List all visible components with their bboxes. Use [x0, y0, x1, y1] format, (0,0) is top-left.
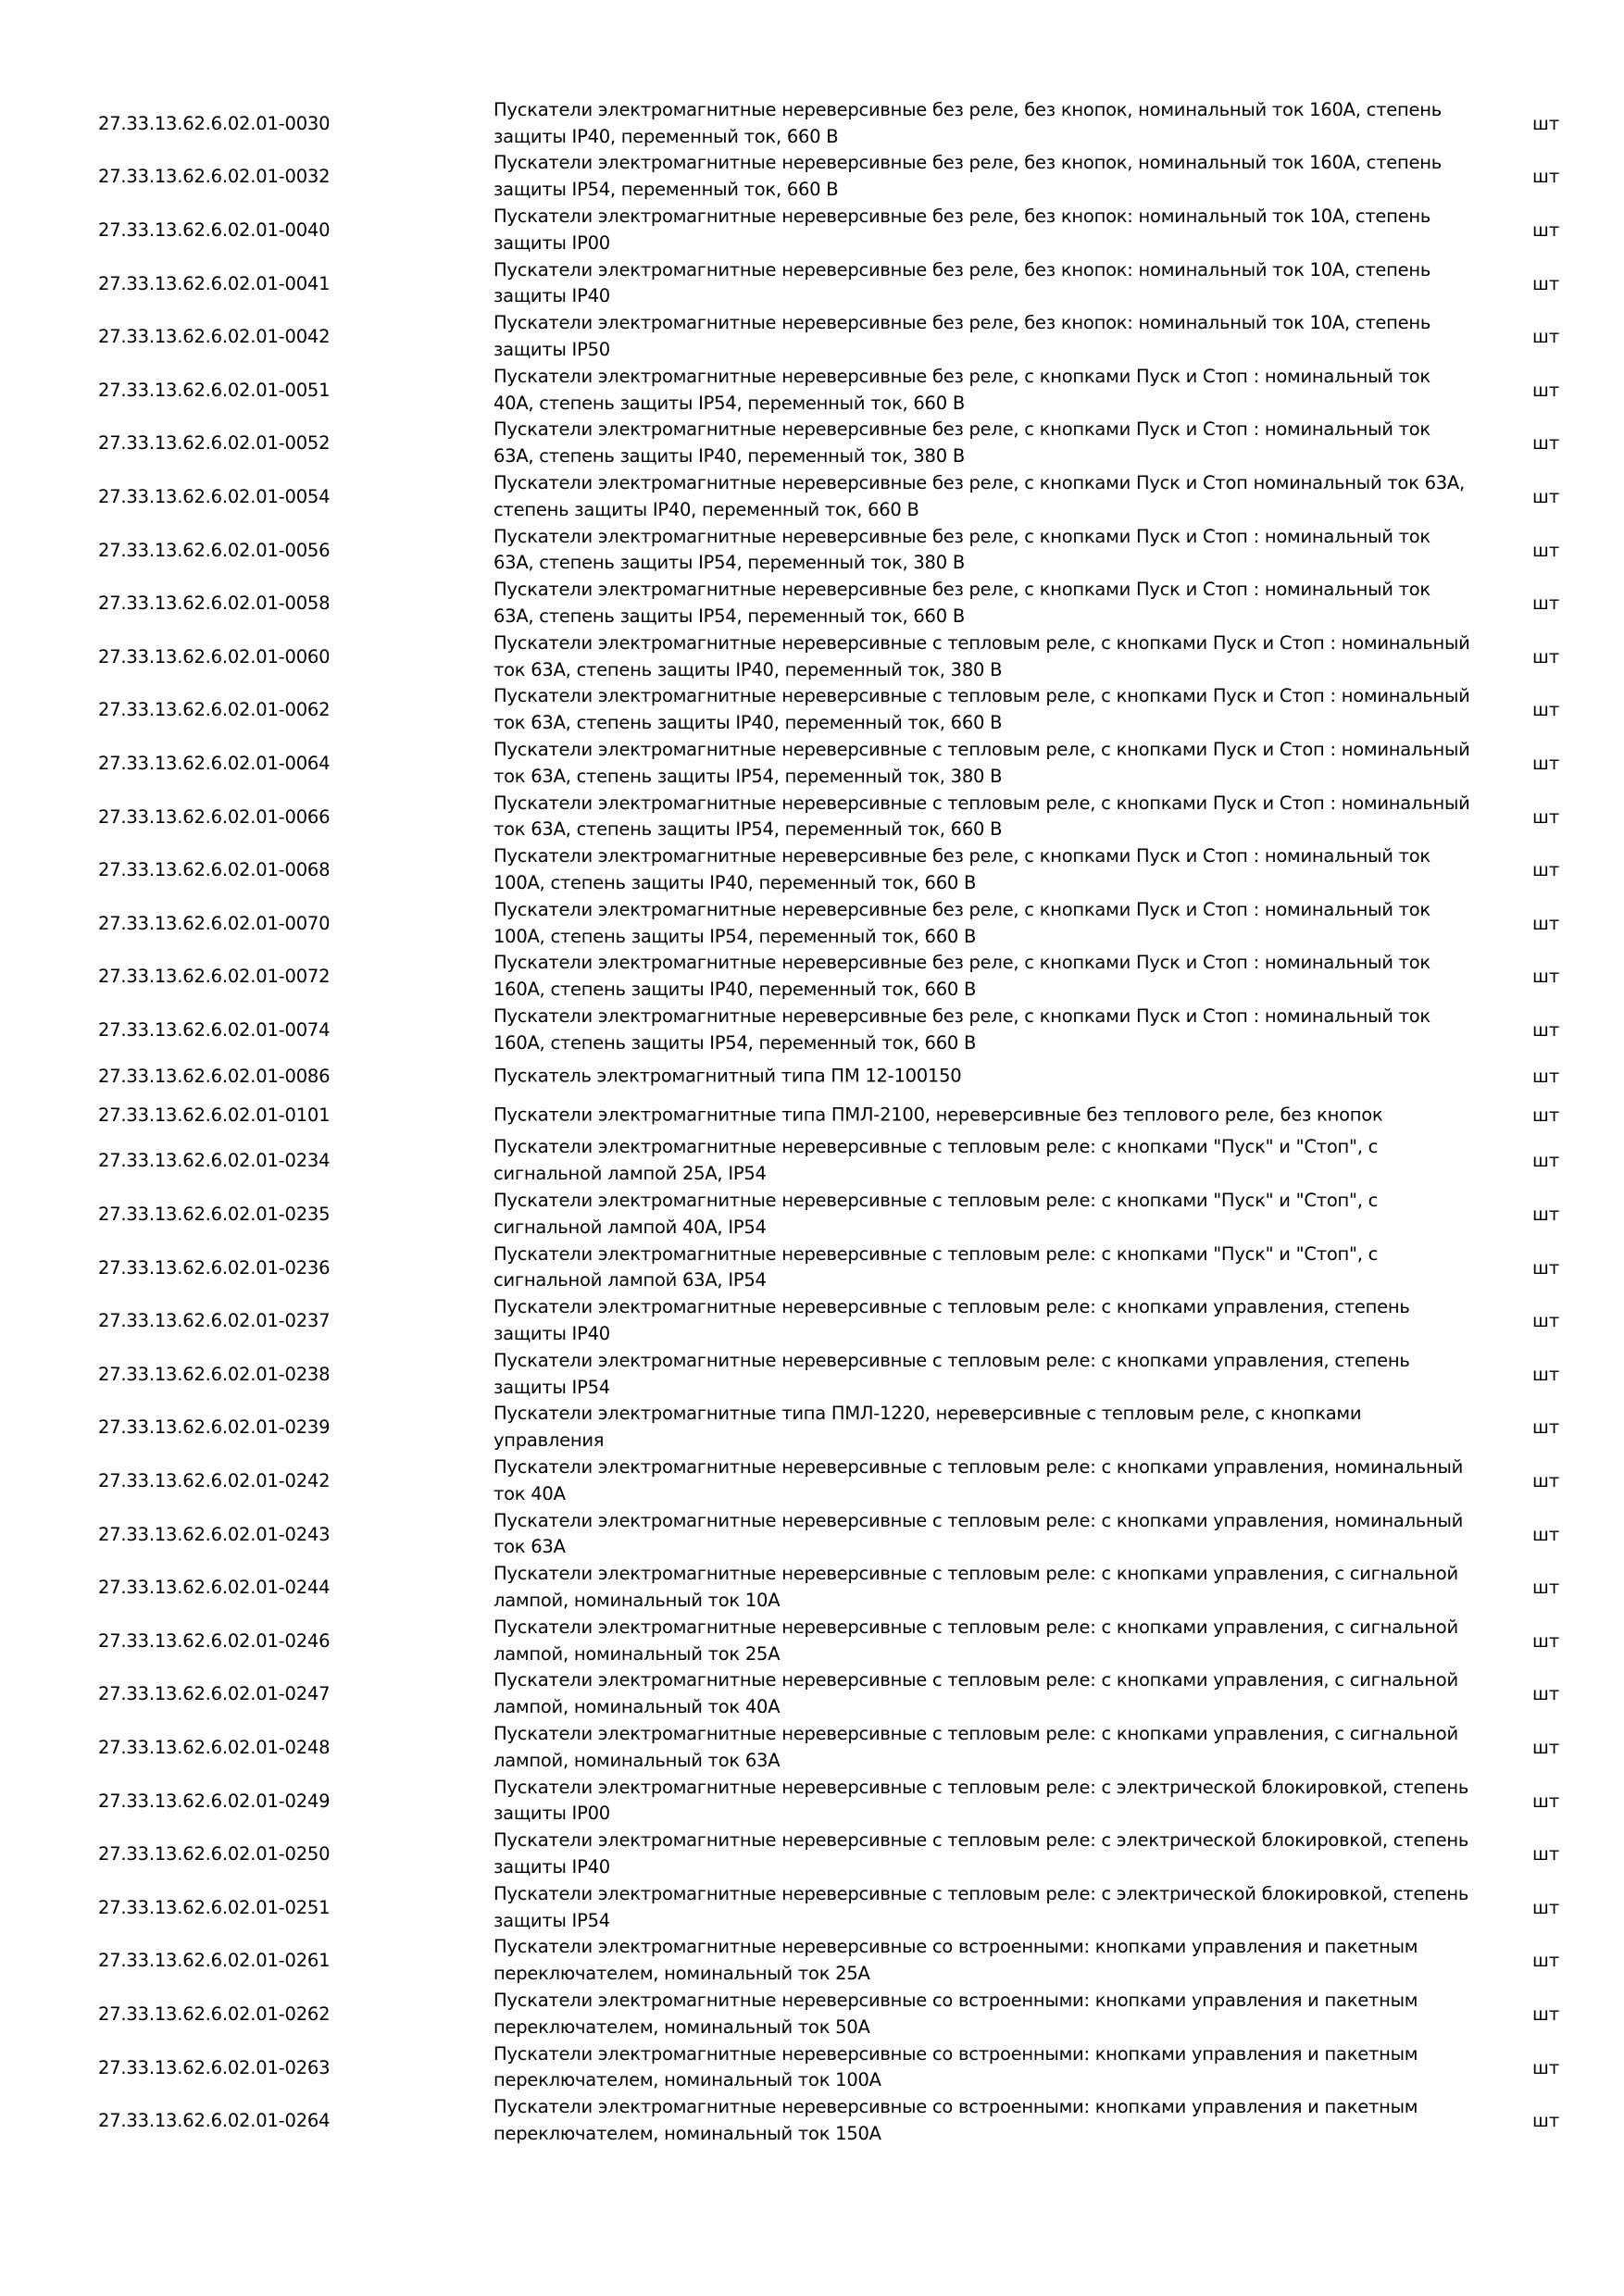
table-row	[0, 470, 1624, 524]
item-code: 27.33.13.62.6.02.01-0249	[98, 1790, 331, 1812]
item-unit: шт	[1532, 432, 1560, 455]
item-code: 27.33.13.62.6.02.01-0243	[98, 1523, 331, 1545]
item-description: Пускатели электромагнитные нереверсивные с тепловым реле: с кнопками управления, с сигнальной лампой, номинальный ток 63А	[493, 1723, 1458, 1772]
item-unit: шт	[1532, 1790, 1560, 1812]
item-unit: шт	[1532, 1523, 1560, 1545]
item-unit: шт	[1532, 645, 1560, 668]
table-row	[0, 1242, 1624, 1295]
item-description: Пускатели электромагнитные нереверсивные с тепловым реле: с кнопками управления, степень защиты IP54	[493, 1350, 1410, 1398]
item-description: Пускатели электромагнитные нереверсивные с тепловым реле: с кнопками управления, степень защиты IP40	[493, 1296, 1410, 1345]
table-row	[0, 1135, 1624, 1189]
table-row	[0, 951, 1624, 1004]
item-description: Пускатели электромагнитные нереверсивные с тепловым реле: с кнопками "Пуск" и "Стоп", с сигнальной лампой 25А, IP54	[493, 1136, 1379, 1185]
price-list-table	[0, 97, 1624, 2148]
table-row	[0, 1348, 1624, 1402]
item-code: 27.33.13.62.6.02.01-0051	[98, 379, 331, 401]
table-row	[0, 1935, 1624, 1989]
table-row	[0, 257, 1624, 311]
item-code: 27.33.13.62.6.02.01-0242	[98, 1470, 331, 1492]
item-description: Пускатели электромагнитные нереверсивные со встроенными: кнопками управления и пакетным переключателем, номинальный ток 100А	[493, 2042, 1418, 2091]
item-description: Пускатели электромагнитные нереверсивные с тепловым реле: с кнопками управления, номинальный ток 40А	[493, 1456, 1464, 1505]
item-description: Пускатели электромагнитные нереверсивные без реле, с кнопками Пуск и Стоп : номинальный ток 160А, степень защиты IP54, переменный ток, 660 В	[493, 1005, 1430, 1054]
item-description: Пускатели электромагнитные нереверсивные без реле, с кнопками Пуск и Стоп : номинальный ток 100А, степень защиты IP40, переменный ток, 660 В	[493, 845, 1430, 894]
item-code: 27.33.13.62.6.02.01-0244	[98, 1577, 331, 1599]
table-row	[0, 97, 1624, 151]
table-row	[0, 1057, 1624, 1096]
item-unit: шт	[1532, 699, 1560, 721]
item-code: 27.33.13.62.6.02.01-0042	[98, 326, 331, 348]
table-row	[0, 1508, 1624, 1562]
item-unit: шт	[1532, 379, 1560, 401]
item-description: Пускатели электромагнитные нереверсивные без реле, с кнопками Пуск и Стоп номинальный ток 63А, степень защиты IP40, переменный ток, 660 В	[493, 472, 1465, 520]
table-row	[0, 364, 1624, 418]
item-unit: шт	[1532, 485, 1560, 507]
item-description: Пускатели электромагнитные нереверсивные с тепловым реле: с кнопками управления, с сигнальной лампой, номинальный ток 10А	[493, 1563, 1458, 1612]
item-description: Пускатели электромагнитные нереверсивные без реле, без кнопок, номинальный ток 160А, степень защиты IP40, переменный ток, 660 В	[493, 99, 1442, 147]
item-code: 27.33.13.62.6.02.01-0068	[98, 859, 331, 881]
item-code: 27.33.13.62.6.02.01-0056	[98, 539, 331, 561]
item-description: Пускатели электромагнитные нереверсивные с тепловым реле, с кнопками Пуск и Стоп : номинальный ток 63А, степень защиты IP54, переменный ток, 660 В	[493, 792, 1470, 841]
table-row	[0, 1004, 1624, 1057]
item-unit: шт	[1532, 218, 1560, 241]
item-code: 27.33.13.62.6.02.01-0060	[98, 645, 331, 668]
item-unit: шт	[1532, 593, 1560, 615]
table-row	[0, 1721, 1624, 1775]
item-code: 27.33.13.62.6.02.01-0066	[98, 805, 331, 828]
table-row	[0, 310, 1624, 364]
item-description: Пускатели электромагнитные типа ПМЛ-2100, нереверсивные без теплового реле, без кнопок	[493, 1104, 1383, 1126]
item-description: Пускатели электромагнитные нереверсивные со встроенными: кнопками управления и пакетным переключателем, номинальный ток 50А	[493, 1990, 1418, 2038]
item-description: Пускатели электромагнитные нереверсивные с тепловым реле: с кнопками управления, с сигнальной лампой, номинальный ток 40А	[493, 1669, 1458, 1718]
table-row	[0, 1615, 1624, 1668]
table-row	[0, 2094, 1624, 2148]
item-code: 27.33.13.62.6.02.01-0052	[98, 432, 331, 455]
item-description: Пускатели электромагнитные типа ПМЛ-1220, нереверсивные с тепловым реле, с кнопками управления	[493, 1403, 1362, 1452]
item-code: 27.33.13.62.6.02.01-0070	[98, 912, 331, 934]
item-code: 27.33.13.62.6.02.01-0086	[98, 1065, 331, 1087]
item-code: 27.33.13.62.6.02.01-0264	[98, 2110, 331, 2132]
item-code: 27.33.13.62.6.02.01-0238	[98, 1363, 331, 1385]
item-unit: шт	[1532, 859, 1560, 881]
item-code: 27.33.13.62.6.02.01-0074	[98, 1018, 331, 1041]
item-unit: шт	[1532, 326, 1560, 348]
item-unit: шт	[1532, 1204, 1560, 1226]
table-row	[0, 418, 1624, 471]
table-row	[0, 1561, 1624, 1615]
item-unit: шт	[1532, 1950, 1560, 1972]
item-description: Пускатели электромагнитные нереверсивные с тепловым реле: с электрической блокировкой, степень защиты IP00	[493, 1776, 1469, 1825]
table-row	[0, 1988, 1624, 2041]
item-code: 27.33.13.62.6.02.01-0064	[98, 752, 331, 774]
item-code: 27.33.13.62.6.02.01-0072	[98, 966, 331, 988]
item-code: 27.33.13.62.6.02.01-0246	[98, 1629, 331, 1652]
item-description: Пускатели электромагнитные нереверсивные со встроенными: кнопками управления и пакетным переключателем, номинальный ток 25А	[493, 1936, 1418, 1985]
item-code: 27.33.13.62.6.02.01-0062	[98, 699, 331, 721]
item-code: 27.33.13.62.6.02.01-0263	[98, 2056, 331, 2078]
item-code: 27.33.13.62.6.02.01-0262	[98, 2003, 331, 2025]
item-description: Пускатели электромагнитные нереверсивные с тепловым реле, с кнопками Пуск и Стоп : номинальный ток 63А, степень защиты IP54, переменный ток, 380 В	[493, 739, 1470, 787]
item-description: Пускатели электромагнитные нереверсивные с тепловым реле: с кнопками "Пуск" и "Стоп", с сигнальной лампой 40А, IP54	[493, 1190, 1379, 1239]
item-unit: шт	[1532, 1018, 1560, 1041]
item-code: 27.33.13.62.6.02.01-0040	[98, 218, 331, 241]
table-row	[0, 630, 1624, 684]
item-code: 27.33.13.62.6.02.01-0248	[98, 1737, 331, 1759]
item-description: Пускатель электромагнитный типа ПМ 12-100150	[493, 1065, 962, 1087]
item-code: 27.33.13.62.6.02.01-0261	[98, 1950, 331, 1972]
item-description: Пускатели электромагнитные нереверсивные с тепловым реле: с электрической блокировкой, степень защиты IP54	[493, 1883, 1469, 1931]
item-code: 27.33.13.62.6.02.01-0236	[98, 1256, 331, 1279]
item-unit: шт	[1532, 1150, 1560, 1172]
item-code: 27.33.13.62.6.02.01-0234	[98, 1150, 331, 1172]
item-code: 27.33.13.62.6.02.01-0235	[98, 1204, 331, 1226]
item-description: Пускатели электромагнитные нереверсивные с тепловым реле, с кнопками Пуск и Стоп : номинальный ток 63А, степень защиты IP40, переменный ток, 660 В	[493, 685, 1470, 734]
item-unit: шт	[1532, 1577, 1560, 1599]
item-description: Пускатели электромагнитные нереверсивные с тепловым реле: с кнопками управления, с сигнальной лампой, номинальный ток 25А	[493, 1616, 1458, 1665]
item-description: Пускатели электромагнитные нереверсивные без реле, с кнопками Пуск и Стоп : номинальный ток 63А, степень защиты IP40, переменный ток, 380 В	[493, 418, 1430, 468]
item-unit: шт	[1532, 752, 1560, 774]
item-unit: шт	[1532, 966, 1560, 988]
table-row	[0, 897, 1624, 951]
table-row	[0, 1775, 1624, 1828]
item-unit: шт	[1532, 1896, 1560, 1918]
item-description: Пускатели электромагнитные нереверсивные без реле, с кнопками Пуск и Стоп : номинальный ток 40А, степень защиты IP54, переменный ток, 660 В	[493, 365, 1430, 414]
item-unit: шт	[1532, 1065, 1560, 1087]
table-row	[0, 1402, 1624, 1455]
item-description: Пускатели электромагнитные нереверсивные с тепловым реле: с кнопками управления, номинальный ток 63А	[493, 1509, 1464, 1558]
table-row	[0, 151, 1624, 205]
item-unit: шт	[1532, 166, 1560, 188]
item-code: 27.33.13.62.6.02.01-0250	[98, 1843, 331, 1866]
table-row	[0, 791, 1624, 844]
item-code: 27.33.13.62.6.02.01-0030	[98, 112, 331, 134]
item-code: 27.33.13.62.6.02.01-0237	[98, 1310, 331, 1332]
item-code: 27.33.13.62.6.02.01-0058	[98, 593, 331, 615]
item-description: Пускатели электромагнитные нереверсивные без реле, без кнопок: номинальный ток 10А, степень защиты IP50	[493, 312, 1431, 361]
item-unit: шт	[1532, 1683, 1560, 1705]
table-row	[0, 1096, 1624, 1135]
table-row	[0, 1668, 1624, 1722]
item-description: Пускатели электромагнитные нереверсивные без реле, без кнопок, номинальный ток 160А, степень защиты IP54, переменный ток, 660 В	[493, 152, 1442, 201]
item-description: Пускатели электромагнитные нереверсивные с тепловым реле, с кнопками Пуск и Стоп : номинальный ток 63А, степень защиты IP40, переменный ток, 380 В	[493, 631, 1470, 680]
item-unit: шт	[1532, 2003, 1560, 2025]
item-description: Пускатели электромагнитные нереверсивные без реле, с кнопками Пуск и Стоп : номинальный ток 63А, степень защиты IP54, переменный ток, 660 В	[493, 579, 1430, 628]
table-row	[0, 204, 1624, 257]
item-unit: шт	[1532, 1843, 1560, 1866]
table-row	[0, 684, 1624, 738]
item-description: Пускатели электромагнитные нереверсивные с тепловым реле: с кнопками "Пуск" и "Стоп", с сигнальной лампой 63А, IP54	[493, 1242, 1379, 1292]
table-row	[0, 737, 1624, 791]
table-row	[0, 2041, 1624, 2095]
item-code: 27.33.13.62.6.02.01-0101	[98, 1104, 331, 1126]
item-unit: шт	[1532, 1470, 1560, 1492]
table-row	[0, 1188, 1624, 1242]
item-code: 27.33.13.62.6.02.01-0054	[98, 485, 331, 507]
item-unit: шт	[1532, 2110, 1560, 2132]
item-unit: шт	[1532, 805, 1560, 828]
item-unit: шт	[1532, 2056, 1560, 2078]
table-row	[0, 843, 1624, 897]
item-unit: шт	[1532, 1629, 1560, 1652]
item-description: Пускатели электромагнитные нереверсивные со встроенными: кнопками управления и пакетным переключателем, номинальный ток 150А	[493, 2096, 1418, 2145]
item-unit: шт	[1532, 1310, 1560, 1332]
item-description: Пускатели электромагнитные нереверсивные без реле, без кнопок: номинальный ток 10А, степень защиты IP00	[493, 206, 1431, 254]
item-code: 27.33.13.62.6.02.01-0239	[98, 1416, 331, 1439]
item-description: Пускатели электромагнитные нереверсивные без реле, без кнопок: номинальный ток 10А, степень защиты IP40	[493, 258, 1431, 307]
table-row	[0, 524, 1624, 578]
item-code: 27.33.13.62.6.02.01-0041	[98, 272, 331, 294]
table-row	[0, 1454, 1624, 1508]
item-code: 27.33.13.62.6.02.01-0247	[98, 1683, 331, 1705]
item-description: Пускатели электромагнитные нереверсивные без реле, с кнопками Пуск и Стоп : номинальный ток 63А, степень защиты IP54, переменный ток, 380 В	[493, 525, 1430, 574]
item-unit: шт	[1532, 1363, 1560, 1385]
item-unit: шт	[1532, 1104, 1560, 1126]
item-unit: шт	[1532, 539, 1560, 561]
item-unit: шт	[1532, 112, 1560, 134]
item-description: Пускатели электромагнитные нереверсивные без реле, с кнопками Пуск и Стоп : номинальный ток 100А, степень защиты IP54, переменный ток, 660 В	[493, 898, 1430, 947]
table-row	[0, 1294, 1624, 1348]
item-unit: шт	[1532, 1256, 1560, 1279]
item-description: Пускатели электромагнитные нереверсивные с тепловым реле: с электрической блокировкой, степень защиты IP40	[493, 1829, 1469, 1878]
item-unit: шт	[1532, 912, 1560, 934]
table-row	[0, 1881, 1624, 1935]
item-unit: шт	[1532, 272, 1560, 294]
item-unit: шт	[1532, 1416, 1560, 1439]
table-row	[0, 577, 1624, 630]
table-row	[0, 1828, 1624, 1881]
item-description: Пускатели электромагнитные нереверсивные без реле, с кнопками Пуск и Стоп : номинальный ток 160А, степень защиты IP40, переменный ток, 660 В	[493, 952, 1430, 1001]
item-code: 27.33.13.62.6.02.01-0251	[98, 1896, 331, 1918]
item-unit: шт	[1532, 1737, 1560, 1759]
item-code: 27.33.13.62.6.02.01-0032	[98, 166, 331, 188]
